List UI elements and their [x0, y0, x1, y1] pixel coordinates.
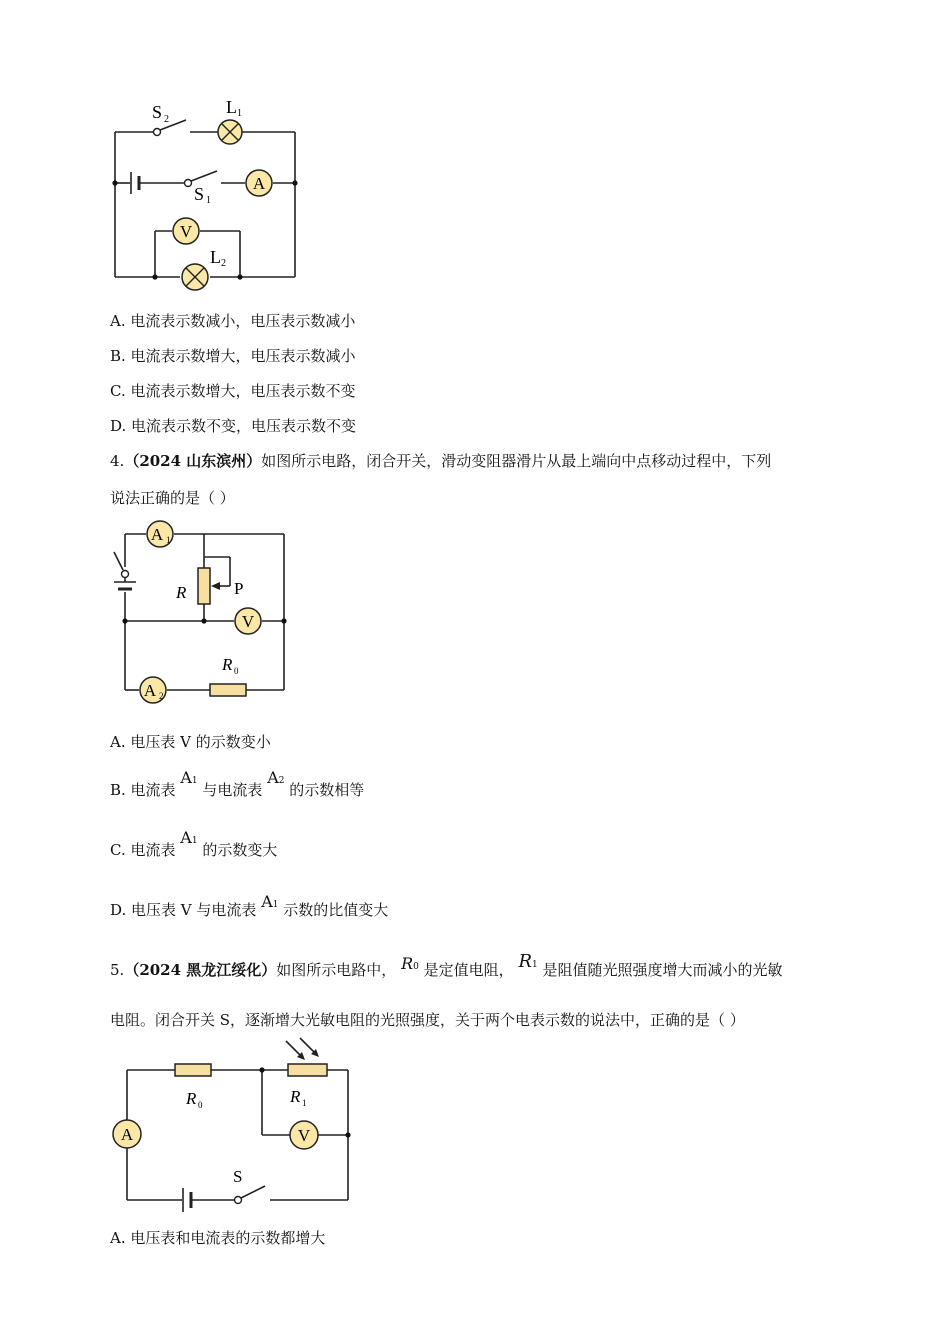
svg-text:A: A	[252, 174, 266, 193]
circuit-diagram-q4	[100, 512, 300, 707]
ammeter-a1-symbol: A1	[180, 828, 198, 847]
q4-text: 如图所示电路，闭合开关，滑动变阻器滑片从最上端向中点移动过程中，下列	[261, 452, 772, 470]
svg-text:A: A	[150, 525, 164, 544]
circuit-diagram-q5	[100, 1036, 365, 1216]
ammeter-icon	[246, 170, 272, 196]
svg-text:R: R	[186, 1089, 197, 1108]
svg-text:0: 0	[234, 666, 239, 676]
svg-text:1: 1	[237, 108, 242, 119]
q3-option-c[interactable]: C. 电流表示数增大，电压表示数不变	[110, 382, 356, 400]
q4-number: 4.	[110, 452, 125, 470]
svg-text:R: R	[222, 655, 233, 674]
svg-text:V: V	[297, 1126, 311, 1145]
q4-option-b-mid: 与电流表	[202, 781, 263, 799]
resistor-r0-symbol: R0	[401, 954, 419, 973]
q5-text-post: 是阻值随光照强度增大而减小的光敏	[542, 961, 783, 979]
q4-option-c-post: 的示数变大	[202, 841, 278, 859]
lamp-l1-icon	[218, 120, 242, 144]
q3-option-d[interactable]: D. 电流表示数不变，电压表示数不变	[110, 417, 357, 435]
svg-text:2: 2	[164, 114, 169, 125]
q3-option-b[interactable]: B. 电流表示数增大，电压表示数减小	[110, 347, 356, 365]
svg-text:S: S	[152, 102, 163, 122]
q4-source: （2024 山东滨州）	[124, 452, 262, 470]
svg-text:A: A	[143, 681, 157, 700]
svg-text:R: R	[176, 583, 187, 602]
q4-stem-line1	[110, 451, 771, 471]
svg-text:A: A	[120, 1125, 134, 1144]
circuit-diagram-q3	[100, 90, 315, 300]
resistor-r1-symbol: R1	[518, 951, 538, 972]
q4-option-c-pre: C. 电流表	[110, 841, 176, 859]
ammeter-a2-icon	[140, 677, 166, 703]
ammeter-a2-symbol: A2	[267, 768, 285, 787]
svg-text:S: S	[194, 184, 205, 204]
q4-option-d-pre: D. 电压表 V 与电流表	[110, 901, 257, 919]
voltmeter-icon	[173, 218, 199, 244]
q5-source: （2024 黑龙江绥化）	[124, 961, 277, 979]
svg-text:P: P	[234, 579, 244, 598]
svg-text:S: S	[233, 1167, 243, 1186]
q4-option-d[interactable]	[110, 892, 389, 923]
q5-option-a[interactable]: A. 电压表和电流表的示数都增大	[110, 1229, 326, 1247]
q4-option-b-pre: B. 电流表	[110, 781, 176, 799]
q5-stem-line1	[110, 951, 783, 983]
ammeter-icon	[113, 1120, 141, 1148]
voltmeter-icon	[290, 1121, 318, 1149]
q4-option-c[interactable]	[110, 828, 278, 863]
voltmeter-icon	[235, 608, 261, 634]
q5-number: 5.	[110, 961, 125, 979]
svg-text:2: 2	[159, 691, 164, 701]
svg-text:V: V	[179, 222, 193, 241]
svg-text:L: L	[210, 247, 221, 267]
q4-option-a[interactable]: A. 电压表 V 的示数变小	[110, 733, 271, 751]
lamp-l2-icon	[182, 264, 208, 290]
svg-text:1: 1	[166, 535, 171, 545]
q4-stem-line2: 说法正确的是（ ）	[110, 489, 235, 507]
svg-text:V: V	[241, 612, 255, 631]
ammeter-a1-icon	[147, 521, 173, 547]
svg-text:0: 0	[198, 1100, 203, 1110]
svg-text:2: 2	[221, 258, 226, 269]
q5-text-mid: 是定值电阻，	[423, 961, 514, 979]
ammeter-a1-symbol: A1	[261, 892, 279, 911]
svg-text:1: 1	[302, 1098, 307, 1108]
q3-option-a[interactable]: A. 电流表示数减小，电压表示数减小	[110, 312, 356, 330]
svg-text:L: L	[226, 97, 237, 117]
svg-text:R: R	[290, 1087, 301, 1106]
q5-text-pre: 如图所示电路中，	[276, 961, 397, 979]
q5-stem-line2: 电阻。闭合开关 S，逐渐增大光敏电阻的光照强度，关于两个电表示数的说法中，正确的是（ ）	[110, 1011, 745, 1029]
q4-option-d-post: 示数的比值变大	[283, 901, 389, 919]
ammeter-a1-symbol: A1	[180, 768, 198, 787]
q4-option-b[interactable]	[110, 768, 365, 803]
svg-text:1: 1	[206, 195, 211, 206]
q4-option-b-post: 的示数相等	[289, 781, 365, 799]
